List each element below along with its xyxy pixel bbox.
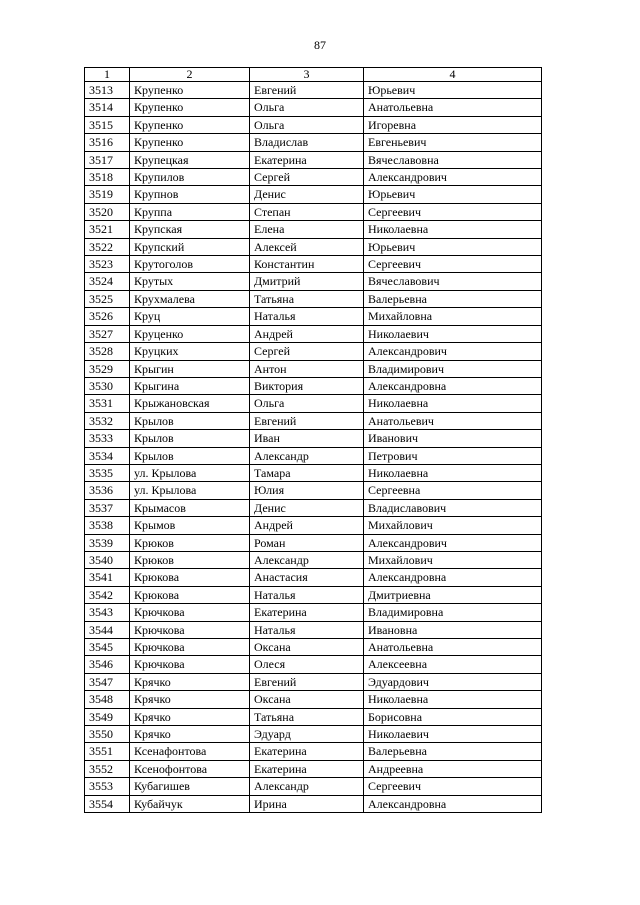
row-number-cell: 3552 [85,760,130,777]
patronymic-cell: Анатольевна [364,639,542,656]
first-name-cell: Степан [250,203,364,220]
first-name-cell: Алексей [250,238,364,255]
first-name-cell: Татьяна [250,290,364,307]
table-row [85,517,542,534]
patronymic-cell: Александровна [364,795,542,812]
first-name-cell: Александр [250,551,364,568]
first-name-cell: Ольга [250,395,364,412]
table-row [85,151,542,168]
first-name-cell: Екатерина [250,151,364,168]
table-row [85,221,542,238]
row-number-cell: 3532 [85,412,130,429]
table-row [85,760,542,777]
first-name-cell: Владислав [250,134,364,151]
first-name-cell: Ольга [250,99,364,116]
table-row [85,99,542,116]
table-row [85,656,542,673]
patronymic-cell: Сергеевна [364,482,542,499]
surname-cell: Крячко [130,726,250,743]
first-name-cell: Дмитрий [250,273,364,290]
patronymic-cell: Николаевна [364,691,542,708]
patronymic-cell: Николаевич [364,726,542,743]
patronymic-cell: Юрьевич [364,186,542,203]
first-name-cell: Сергей [250,343,364,360]
table-row [85,604,542,621]
first-name-cell: Екатерина [250,760,364,777]
row-number-cell: 3517 [85,151,130,168]
row-number-cell: 3534 [85,447,130,464]
row-number-cell: 3540 [85,551,130,568]
row-number-cell: 3522 [85,238,130,255]
first-name-cell: Наталья [250,308,364,325]
surname-cell: Крупенко [130,134,250,151]
surname-cell: Крупенко [130,99,250,116]
row-number-cell: 3514 [85,99,130,116]
surname-cell: Крюков [130,551,250,568]
row-number-cell: 3535 [85,464,130,481]
patronymic-cell: Сергеевич [364,256,542,273]
table-body [85,82,542,813]
first-name-cell: Евгений [250,412,364,429]
table-row [85,586,542,603]
surname-cell: ул. Крылова [130,482,250,499]
row-number-cell: 3523 [85,256,130,273]
table-row [85,447,542,464]
surname-cell: Крыгин [130,360,250,377]
row-number-cell: 3548 [85,691,130,708]
patronymic-cell: Александрович [364,343,542,360]
patronymic-cell: Игоревна [364,116,542,133]
surname-cell: Крупенко [130,116,250,133]
first-name-cell: Юлия [250,482,364,499]
table-row [85,778,542,795]
row-number-cell: 3518 [85,169,130,186]
row-number-cell: 3547 [85,673,130,690]
table-row [85,134,542,151]
row-number-cell: 3530 [85,377,130,394]
first-name-cell: Анастасия [250,569,364,586]
page-number: 87 [314,38,326,52]
table-row [85,743,542,760]
surname-cell: Кубагишев [130,778,250,795]
row-number-cell: 3542 [85,586,130,603]
patronymic-cell: Валерьевна [364,743,542,760]
table-row [85,464,542,481]
patronymic-cell: Александрович [364,169,542,186]
surname-cell: Крупецкая [130,151,250,168]
first-name-cell: Евгений [250,673,364,690]
row-number-cell: 3537 [85,499,130,516]
surname-cell: Крючкова [130,604,250,621]
first-name-cell: Иван [250,430,364,447]
first-name-cell: Екатерина [250,743,364,760]
table-row [85,308,542,325]
patronymic-cell: Владимирович [364,360,542,377]
table-row [85,412,542,429]
surname-cell: Круцких [130,343,250,360]
column-header-4: 4 [364,68,542,82]
surname-cell: Кубайчук [130,795,250,812]
surname-cell: Крупский [130,238,250,255]
surname-cell: Крупская [130,221,250,238]
row-number-cell: 3524 [85,273,130,290]
row-number-cell: 3529 [85,360,130,377]
table-row [85,325,542,342]
first-name-cell: Андрей [250,325,364,342]
row-number-cell: 3539 [85,534,130,551]
column-header-3: 3 [250,68,364,82]
patronymic-cell: Дмитриевна [364,586,542,603]
row-number-cell: 3527 [85,325,130,342]
patronymic-cell: Михайловна [364,308,542,325]
surname-cell: Крючкова [130,656,250,673]
table-row [85,482,542,499]
patronymic-cell: Александровна [364,377,542,394]
column-header-2: 2 [130,68,250,82]
row-number-cell: 3543 [85,604,130,621]
table-row [85,273,542,290]
table-row [85,534,542,551]
first-name-cell: Антон [250,360,364,377]
patronymic-cell: Николаевна [364,221,542,238]
patronymic-cell: Николаевна [364,464,542,481]
table-row [85,377,542,394]
table-row [85,169,542,186]
table-row [85,569,542,586]
surname-cell: Крыжановская [130,395,250,412]
surname-cell: Крючкова [130,639,250,656]
table-row [85,82,542,99]
row-number-cell: 3521 [85,221,130,238]
row-number-cell: 3520 [85,203,130,220]
row-number-cell: 3554 [85,795,130,812]
table-row [85,795,542,812]
table-row [85,116,542,133]
surname-cell: Крыгина [130,377,250,394]
patronymic-cell: Иванович [364,430,542,447]
patronymic-cell: Юрьевич [364,238,542,255]
first-name-cell: Олеся [250,656,364,673]
row-number-cell: 3525 [85,290,130,307]
first-name-cell: Наталья [250,586,364,603]
surname-cell: Круценко [130,325,250,342]
first-name-cell: Денис [250,186,364,203]
patronymic-cell: Александровна [364,569,542,586]
surname-cell: Круппа [130,203,250,220]
table-row [85,186,542,203]
patronymic-cell: Борисовна [364,708,542,725]
first-name-cell: Татьяна [250,708,364,725]
first-name-cell: Константин [250,256,364,273]
surname-cell: Крупилов [130,169,250,186]
row-number-cell: 3541 [85,569,130,586]
first-name-cell: Денис [250,499,364,516]
row-number-cell: 3531 [85,395,130,412]
row-number-cell: 3533 [85,430,130,447]
first-name-cell: Ольга [250,116,364,133]
patronymic-cell: Александрович [364,534,542,551]
row-number-cell: 3545 [85,639,130,656]
first-name-cell: Елена [250,221,364,238]
row-number-cell: 3516 [85,134,130,151]
row-number-cell: 3526 [85,308,130,325]
row-number-cell: 3515 [85,116,130,133]
table-row [85,639,542,656]
patronymic-cell: Сергеевич [364,203,542,220]
table-row [85,256,542,273]
surname-cell: Крячко [130,673,250,690]
patronymic-cell: Петрович [364,447,542,464]
surname-cell: Крутых [130,273,250,290]
row-number-cell: 3546 [85,656,130,673]
table-row [85,691,542,708]
table-row [85,360,542,377]
registry-table [84,67,542,813]
first-name-cell: Тамара [250,464,364,481]
surname-cell: Крымасов [130,499,250,516]
patronymic-cell: Алексеевна [364,656,542,673]
first-name-cell: Евгений [250,82,364,99]
row-number-cell: 3528 [85,343,130,360]
patronymic-cell: Вячеславович [364,273,542,290]
table-row [85,708,542,725]
first-name-cell: Эдуард [250,726,364,743]
patronymic-cell: Владиславович [364,499,542,516]
table-row [85,238,542,255]
patronymic-cell: Анатольевич [364,412,542,429]
first-name-cell: Ирина [250,795,364,812]
first-name-cell: Роман [250,534,364,551]
first-name-cell: Екатерина [250,604,364,621]
surname-cell: Крупнов [130,186,250,203]
first-name-cell: Наталья [250,621,364,638]
surname-cell: Крюкова [130,569,250,586]
table-row [85,499,542,516]
patronymic-cell: Владимировна [364,604,542,621]
row-number-cell: 3549 [85,708,130,725]
first-name-cell: Виктория [250,377,364,394]
table-row [85,290,542,307]
surname-cell: Крылов [130,412,250,429]
first-name-cell: Оксана [250,639,364,656]
row-number-cell: 3551 [85,743,130,760]
surname-cell: Ксенофонтова [130,760,250,777]
surname-cell: Крылов [130,430,250,447]
patronymic-cell: Евгеньевич [364,134,542,151]
surname-cell: Крупенко [130,82,250,99]
patronymic-cell: Николаевна [364,395,542,412]
first-name-cell: Александр [250,778,364,795]
surname-cell: Крухмалева [130,290,250,307]
table-row [85,621,542,638]
surname-cell: Крючкова [130,621,250,638]
first-name-cell: Оксана [250,691,364,708]
row-number-cell: 3544 [85,621,130,638]
surname-cell: Крюкова [130,586,250,603]
row-number-cell: 3519 [85,186,130,203]
patronymic-cell: Эдуардович [364,673,542,690]
surname-cell: Крячко [130,691,250,708]
patronymic-cell: Анатольевна [364,99,542,116]
patronymic-cell: Андреевна [364,760,542,777]
table-row [85,551,542,568]
surname-cell: Ксенафонтова [130,743,250,760]
first-name-cell: Александр [250,447,364,464]
surname-cell: Круц [130,308,250,325]
column-header-1: 1 [85,68,130,82]
surname-cell: Крутоголов [130,256,250,273]
surname-cell: Крячко [130,708,250,725]
surname-cell: ул. Крылова [130,464,250,481]
row-number-cell: 3513 [85,82,130,99]
surname-cell: Крюков [130,534,250,551]
table-row [85,430,542,447]
table-row [85,395,542,412]
table-row [85,726,542,743]
patronymic-cell: Николаевич [364,325,542,342]
patronymic-cell: Сергеевич [364,778,542,795]
header-row [85,68,542,82]
table-row [85,673,542,690]
row-number-cell: 3538 [85,517,130,534]
patronymic-cell: Валерьевна [364,290,542,307]
patronymic-cell: Юрьевич [364,82,542,99]
table-row [85,343,542,360]
row-number-cell: 3536 [85,482,130,499]
first-name-cell: Сергей [250,169,364,186]
surname-cell: Крылов [130,447,250,464]
patronymic-cell: Михайлович [364,551,542,568]
row-number-cell: 3550 [85,726,130,743]
table-row [85,203,542,220]
surname-cell: Крымов [130,517,250,534]
patronymic-cell: Вячеславовна [364,151,542,168]
patronymic-cell: Михайлович [364,517,542,534]
patronymic-cell: Ивановна [364,621,542,638]
first-name-cell: Андрей [250,517,364,534]
row-number-cell: 3553 [85,778,130,795]
